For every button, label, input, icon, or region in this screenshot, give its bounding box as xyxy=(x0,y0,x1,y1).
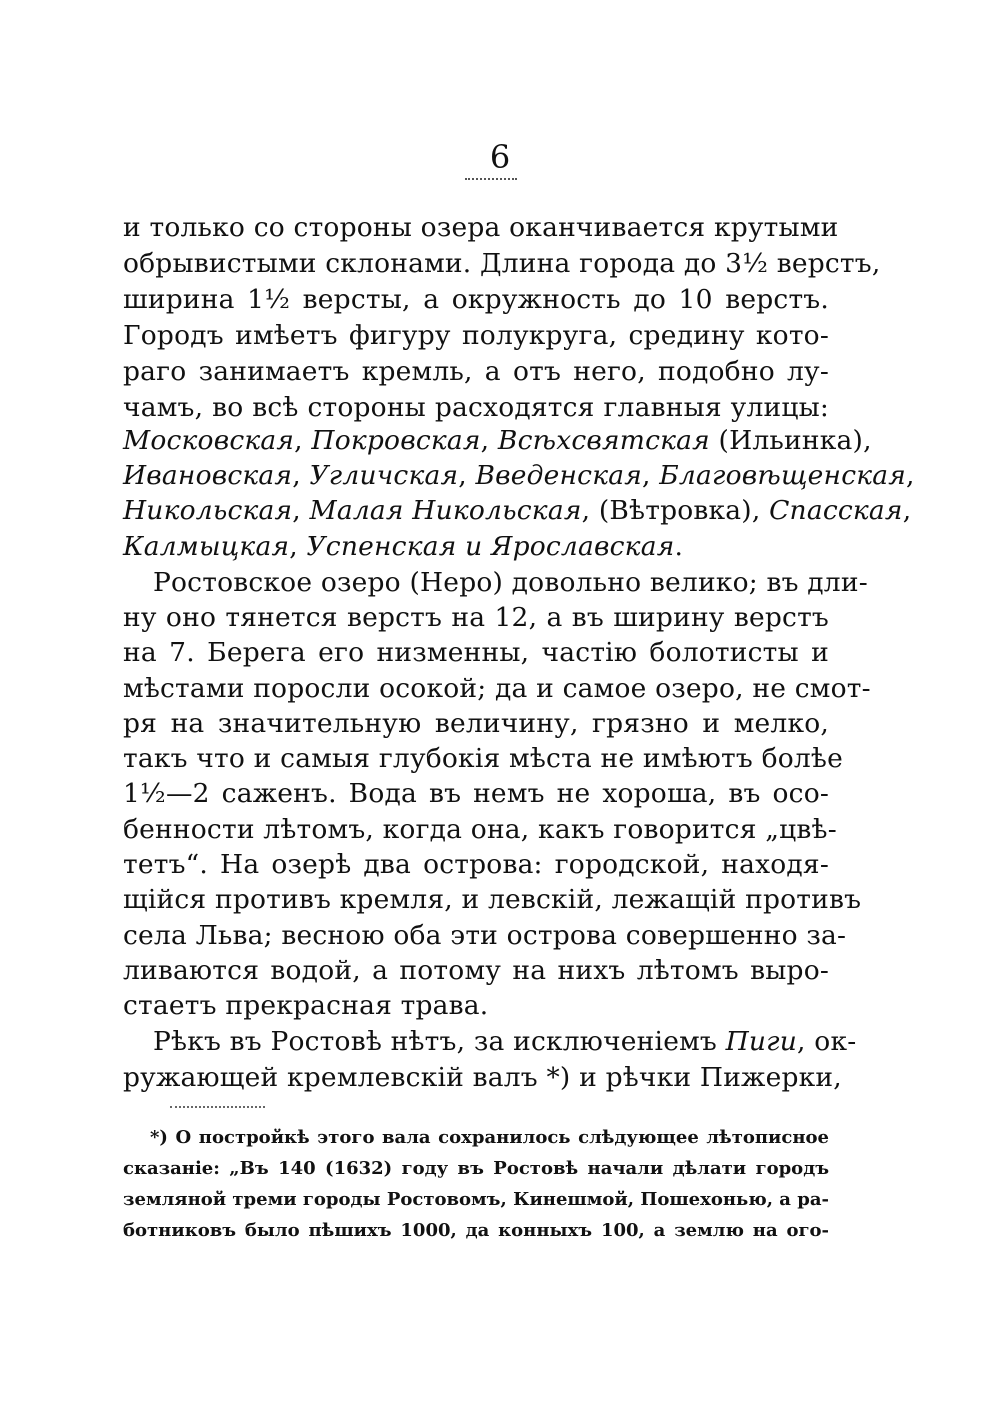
text-line: бенности лѣтомъ, когда она, какъ говорится „цвѣ- xyxy=(123,814,837,845)
text-line: раго занимаетъ кремль, а отъ него, подобно лу- xyxy=(123,356,829,387)
text-line: на 7. Берега его низменны, частію болотисты и xyxy=(123,637,829,668)
text-line: ря на значительную величину, грязно и мелко, xyxy=(123,708,829,739)
footnote-line: *) О постройкѣ этого вала сохранилось слѣдующее лѣтописное xyxy=(150,1127,829,1148)
text-line: щійся противъ кремля, и левскій, лежащій противъ xyxy=(123,884,862,915)
text-line xyxy=(153,1024,857,1060)
streets-line xyxy=(123,458,915,494)
text-line: Ростовское озеро (Неро) довольно велико; въ дли- xyxy=(153,567,868,598)
separator: , xyxy=(902,495,912,526)
street-name: Угличская xyxy=(309,460,459,491)
text-line: Городъ имѣетъ фигуру полукруга, средину кото- xyxy=(123,320,829,351)
text-line: 1½—2 саженъ. Вода въ немъ не хороша, въ осо- xyxy=(123,778,829,809)
street-name: Калмыцкая xyxy=(123,531,290,562)
street-name: Ивановская xyxy=(123,460,293,491)
streets-line xyxy=(123,423,872,459)
text-line: ширина 1½ версты, а окружность до 10 верстъ. xyxy=(123,284,829,315)
text-line: стаетъ прекрасная трава. xyxy=(123,990,489,1021)
street-name: Спасская xyxy=(769,495,903,526)
separator: , xyxy=(458,460,476,491)
text-line: обрывистыми склонами. Длина города до 3½ верстъ, xyxy=(123,248,881,279)
footnote-line: земляной треми городы Ростовомъ, Кинешмой, Пошехонью, а ра- xyxy=(123,1189,829,1210)
footnote-rule xyxy=(170,1106,265,1108)
streets-line xyxy=(123,529,829,565)
separator: , xyxy=(906,460,915,491)
text-line: тетъ“. На озерѣ два острова: городской, находя- xyxy=(123,849,829,880)
text-line: и только со стороны озера оканчивается крутыми xyxy=(123,212,839,243)
text-line: мѣстами поросли осокой; да и самое озеро, не смот- xyxy=(123,673,871,704)
separator: (Ильинка), xyxy=(709,425,872,456)
footnote-line: сказаніе: „Въ 140 (1632) году въ Ростовѣ начали дѣлати городъ xyxy=(123,1158,829,1179)
footnote-line: ботниковъ было пѣшихъ 1000, да конныхъ 100, а землю на ого- xyxy=(123,1220,829,1241)
streets-line xyxy=(123,493,912,529)
street-name: Никольская xyxy=(123,495,293,526)
separator: , xyxy=(292,460,310,491)
text-line: такъ что и самыя глубокія мѣста не имѣютъ болѣе xyxy=(123,743,843,774)
text-segment: Рѣкъ въ Ростовѣ нѣтъ, за исключеніемъ xyxy=(153,1026,726,1057)
text-line: ливаются водой, а потому на нихъ лѣтомъ выро- xyxy=(123,955,829,986)
street-name: Малая Никольская xyxy=(309,495,582,526)
street-name: Успенская и Ярославская xyxy=(306,531,675,562)
street-name: Покровская xyxy=(311,425,481,456)
text-line: села Льва; весною оба эти острова совершенно за- xyxy=(123,920,847,951)
separator: . xyxy=(674,531,684,562)
text-line: ружающей кремлевскій валъ *) и рѣчки Пижерки, xyxy=(123,1062,842,1093)
river-name: Пиги xyxy=(725,1026,798,1057)
separator: , xyxy=(289,531,307,562)
text-segment: , ок- xyxy=(797,1026,857,1057)
separator: , xyxy=(294,425,312,456)
street-name: Московская xyxy=(123,425,295,456)
street-name: Благовѣщенская xyxy=(659,460,907,491)
page-number: 6 xyxy=(489,138,511,176)
text-line: ну оно тянется верстъ на 12, а въ ширину верстъ xyxy=(123,602,829,633)
separator: , xyxy=(480,425,498,456)
separator: , (Вѣтровка), xyxy=(581,495,770,526)
separator: , xyxy=(642,460,660,491)
separator: , xyxy=(292,495,310,526)
street-name: Всѣхсвятская xyxy=(497,425,710,456)
text-line: чамъ, во всѣ стороны расходятся главныя улицы: xyxy=(123,392,829,423)
street-name: Введенская xyxy=(475,460,642,491)
header-rule xyxy=(465,178,517,180)
